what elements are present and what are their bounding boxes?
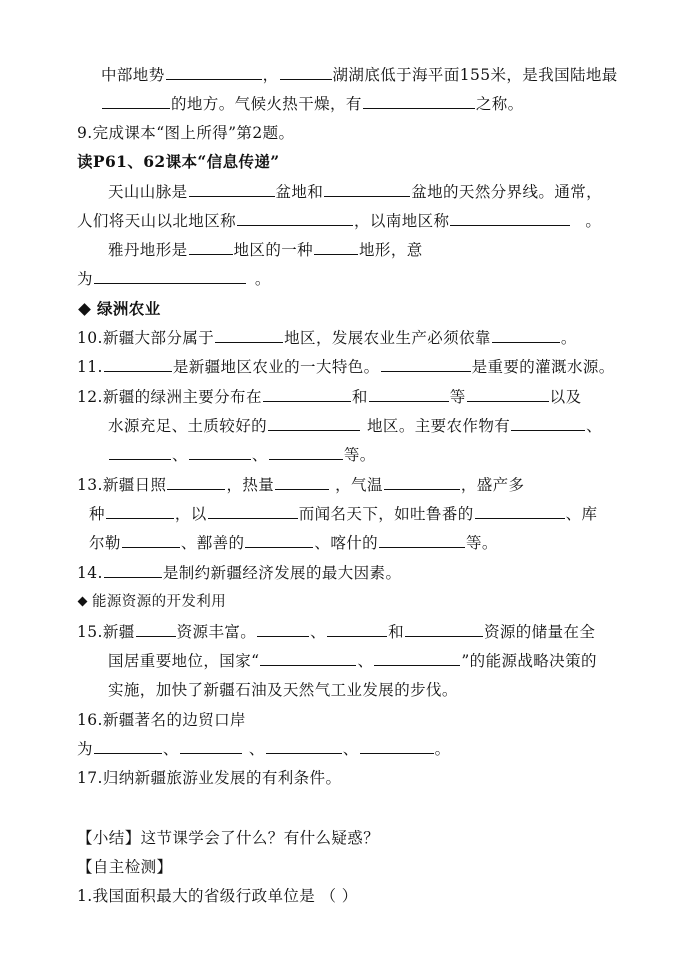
answer-blank[interactable] bbox=[324, 181, 410, 197]
summary-line: 【小结】这节课学会了什么？有什么疑惑？ bbox=[77, 829, 380, 847]
answer-blank[interactable] bbox=[189, 181, 275, 197]
answer-blank[interactable] bbox=[106, 503, 174, 519]
answer-blank[interactable] bbox=[208, 503, 298, 519]
answer-blank[interactable] bbox=[104, 562, 162, 578]
answer-blank[interactable] bbox=[511, 415, 585, 431]
question-15-line-2: 国居重要地位，国家“ 、 ”的能源战略决策的 bbox=[108, 652, 597, 670]
answer-blank[interactable] bbox=[215, 327, 283, 343]
line-terrain: 中部地势 ， 湖湖底低于海平面155米，是我国陆地最 bbox=[101, 66, 618, 84]
self-check-heading: 【自主检测】 bbox=[77, 858, 173, 876]
answer-blank[interactable] bbox=[475, 503, 565, 519]
line-north-south: 人们将天山以北地区称 ，以南地区称 。 bbox=[77, 212, 602, 230]
answer-blank[interactable] bbox=[369, 386, 449, 402]
answer-blank[interactable] bbox=[266, 738, 342, 754]
answer-blank[interactable] bbox=[492, 327, 560, 343]
answer-blank[interactable] bbox=[381, 356, 471, 372]
question-14: 14. 是制约新疆经济发展的最大因素。 bbox=[77, 564, 402, 582]
answer-blank[interactable] bbox=[189, 444, 251, 460]
line-climate: 的地方。气候火热干燥，有 之称。 bbox=[101, 93, 524, 115]
answer-blank[interactable] bbox=[94, 268, 246, 284]
question-12-line-3: 、 、 等。 bbox=[108, 444, 376, 466]
answer-blank[interactable] bbox=[269, 444, 343, 460]
question-16-line-1: 16.新疆著名的边贸口岸 bbox=[77, 711, 246, 729]
answer-blank[interactable] bbox=[268, 415, 360, 431]
answer-blank[interactable] bbox=[360, 738, 434, 754]
answer-blank[interactable] bbox=[467, 386, 549, 402]
line-tianshan: 天山山脉是 盆地和 盆地的天然分界线。通常， bbox=[108, 183, 603, 201]
answer-blank[interactable] bbox=[136, 621, 176, 637]
answer-blank[interactable] bbox=[104, 356, 172, 372]
answer-blank[interactable] bbox=[314, 239, 358, 255]
answer-blank[interactable] bbox=[102, 93, 170, 109]
answer-blank[interactable] bbox=[109, 444, 171, 460]
question-10: 10.新疆大部分属于 地区，发展农业生产必须依靠 。 bbox=[77, 329, 577, 347]
answer-blank[interactable] bbox=[405, 621, 483, 637]
question-9: 9.完成课本“图上所得”第2题。 bbox=[77, 124, 295, 142]
answer-blank[interactable] bbox=[245, 532, 313, 548]
answer-blank[interactable] bbox=[263, 386, 351, 402]
reading-heading: 读P61、62课本“信息传递” bbox=[77, 152, 280, 171]
diamond-bullet-icon bbox=[78, 596, 88, 606]
answer-blank[interactable] bbox=[122, 532, 180, 548]
answer-blank[interactable] bbox=[94, 738, 162, 754]
answer-blank[interactable] bbox=[237, 210, 353, 226]
answer-blank[interactable] bbox=[327, 621, 387, 637]
question-12-line-1: 12.新疆的绿洲主要分布在 和 等 以及 bbox=[77, 388, 582, 406]
question-12-line-2: 水源充足、土质较好的 地区。主要农作物有 、 bbox=[108, 417, 603, 435]
check-question-1: 1.我国面积最大的省级行政单位是 （ ） bbox=[77, 887, 358, 905]
answer-blank[interactable] bbox=[275, 474, 329, 490]
answer-blank[interactable] bbox=[450, 210, 570, 226]
question-15-line-3: 实施，加快了新疆石油及天然气工业发展的步伐。 bbox=[108, 681, 458, 699]
answer-blank[interactable] bbox=[280, 64, 332, 80]
question-13-line-1: 13.新疆日照 ，热量 ，气温 ，盛产多 bbox=[77, 476, 525, 494]
section-oasis-agriculture: 绿洲农业 bbox=[77, 298, 161, 320]
answer-blank[interactable] bbox=[166, 64, 262, 80]
answer-blank[interactable] bbox=[260, 650, 356, 666]
answer-blank[interactable] bbox=[384, 474, 460, 490]
question-13-line-3: 尔勒 、鄯善的 、喀什的 等。 bbox=[89, 534, 498, 552]
diamond-bullet-icon bbox=[78, 303, 91, 316]
answer-blank[interactable] bbox=[374, 650, 460, 666]
question-16-line-2: 为 、 、 、 。 bbox=[77, 740, 451, 758]
question-17: 17.归纳新疆旅游业发展的有利条件。 bbox=[77, 769, 342, 787]
question-15-line-1: 15.新疆 资源丰富。 、 和 资源的储量在全 bbox=[77, 623, 596, 641]
line-meaning: 为 。 bbox=[77, 270, 271, 288]
question-11: 11. 是新疆地区农业的一大特色。 是重要的灌溉水源。 bbox=[77, 358, 615, 376]
question-13-line-2: 种 ，以 而闻名天下，如吐鲁番的 、库 bbox=[89, 505, 598, 523]
line-yardang: 雅丹地形是 地区的一种 地形，意 bbox=[108, 241, 423, 259]
answer-blank[interactable] bbox=[379, 532, 465, 548]
answer-blank[interactable] bbox=[189, 239, 233, 255]
answer-blank[interactable] bbox=[180, 738, 242, 754]
section-energy-resources: 能源资源的开发利用 bbox=[77, 591, 226, 613]
answer-blank[interactable] bbox=[167, 474, 225, 490]
answer-blank[interactable] bbox=[257, 621, 309, 637]
answer-blank[interactable] bbox=[363, 93, 475, 109]
